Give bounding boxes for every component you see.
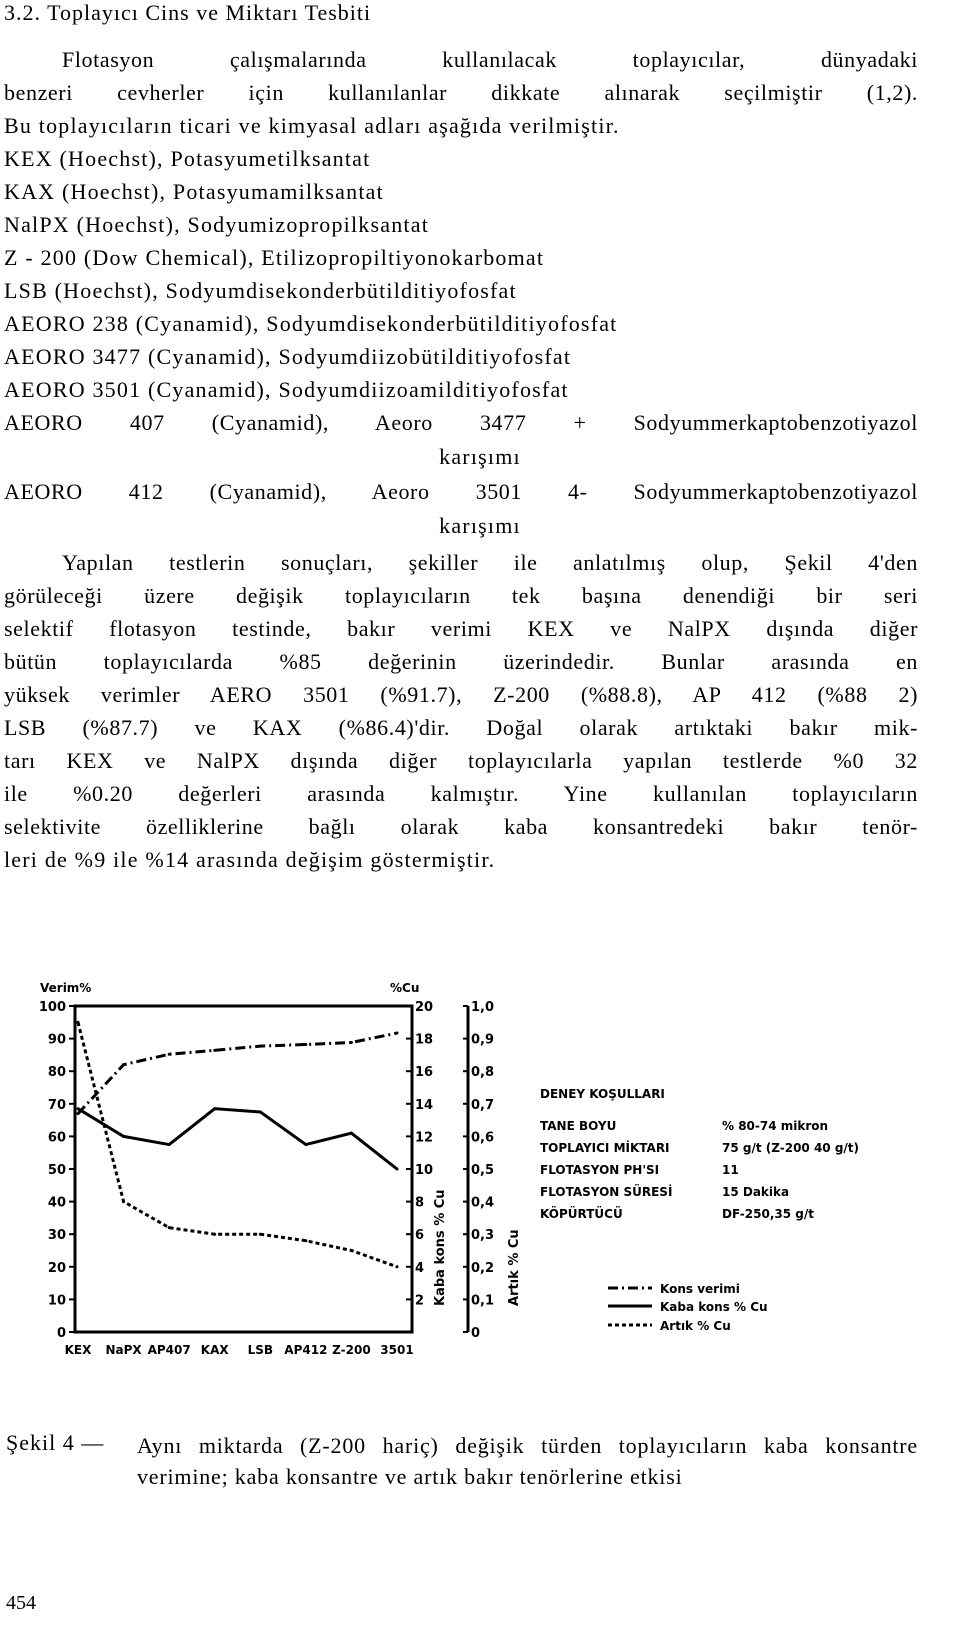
series-point: [122, 1200, 125, 1203]
condition-name: TOPLAYICI MİKTARI: [540, 1141, 670, 1155]
category-label: 3501: [380, 1343, 414, 1357]
right-axis-tick-label: 0,8: [471, 1065, 495, 1081]
left-axis-tick-label: 50: [47, 1163, 66, 1178]
left-axis-tick-label: 100: [38, 1000, 66, 1015]
category-label: KEX: [64, 1343, 92, 1357]
series-point: [396, 1265, 399, 1268]
left-axis-label: Verim%: [40, 981, 92, 995]
condition-name: KÖPÜRTÜCÜ: [540, 1207, 623, 1221]
caption-label: Şekil 4 —: [6, 1430, 105, 1455]
right-axis-tick-label: 0,2: [471, 1260, 495, 1276]
category-label: AP407: [147, 1343, 191, 1357]
series-point: [213, 1107, 216, 1110]
middle-axis-tick-label: 2: [415, 1293, 425, 1309]
middle-axis-tick-label: 18: [415, 1032, 434, 1048]
left-axis-tick-label: 60: [47, 1130, 66, 1146]
legend-label: Artık % Cu: [660, 1319, 731, 1333]
series-point: [213, 1233, 216, 1236]
series-point: [77, 1021, 80, 1024]
left-axis-tick-label: 30: [47, 1228, 66, 1244]
series-point: [259, 1045, 262, 1048]
middle-axis-tick-label: 20: [415, 1000, 434, 1015]
middle-axis-title: Kaba kons % Cu: [433, 1189, 448, 1306]
results-line-6: LSB (%87.7) ve KAX (%86.4)'dir. Doğal olarak artıktaki bakır mik-: [4, 715, 918, 740]
left-axis-tick-label: 70: [47, 1097, 66, 1113]
series-point: [396, 1032, 399, 1035]
left-axis-tick-label: 20: [47, 1260, 66, 1276]
left-axis-tick-label: 90: [47, 1032, 66, 1048]
intro-line-3: Bu toplayıcıların ticari ve kimyasal adları aşağıda verilmiştir.: [4, 113, 620, 138]
results-line-10: leri de %9 ile %14 arasında değişim göstermiştir.: [4, 847, 496, 872]
right-axis-tick-label: 0,6: [471, 1130, 495, 1146]
series-point: [168, 1226, 171, 1229]
right-axis-tick-label: 1,0: [471, 1000, 495, 1015]
collector-aero3477: AEORO 3477 (Cyanamid), Sodyumdiizobütilditiyofosfat: [4, 344, 572, 369]
right-axis-tick-label: 0,3: [471, 1228, 495, 1244]
collector-aero407: AEORO 407 (Cyanamid), Aeoro 3477 + Sodyummerkaptobenzotiyazol: [4, 410, 918, 435]
series-point: [350, 1041, 353, 1044]
condition-value: 75 g/t (Z-200 40 g/t): [722, 1141, 860, 1155]
category-label: Z-200: [332, 1343, 371, 1357]
left-axis-tick-label: 40: [47, 1195, 66, 1211]
left-axis-tick-label: 0: [56, 1326, 66, 1341]
intro-line-2: benzeri cevherler için kullanılanlar dikkate alınarak seçilmiştir (1,2).: [4, 80, 918, 105]
right-axis-tick-label: 0,5: [471, 1163, 495, 1178]
series-point: [304, 1043, 307, 1046]
series-point: [77, 1112, 80, 1115]
series-line: [78, 1033, 397, 1114]
series-point: [396, 1168, 399, 1171]
right-axis-title: Artık % Cu: [507, 1229, 522, 1306]
collector-z200: Z - 200 (Dow Chemical), Etilizopropiltiyonokarbomat: [4, 245, 545, 270]
condition-value: DF-250,35 g/t: [722, 1207, 814, 1221]
right-axis-tick-label: 0,7: [471, 1097, 495, 1113]
condition-value: % 80-74 mikron: [722, 1119, 829, 1133]
right-axis-tick-label: 0,9: [471, 1032, 495, 1048]
middle-axis-tick-label: 10: [415, 1163, 434, 1178]
figure-4-chart: [0, 960, 960, 1380]
intro-line-1: Flotasyon çalışmalarında kullanılacak toplayıcılar, dünyadaki: [62, 47, 918, 72]
middle-axis-tick-label: 6: [415, 1228, 425, 1244]
caption-text: Aynı miktarda (Z-200 hariç) değişik türden toplayıcıların kaba konsantre verimine; kaba konsantre ve artık bakır tenörlerine etkisi: [137, 1433, 918, 1489]
legend-label: Kaba kons % Cu: [660, 1300, 768, 1314]
collector-aero407-cont: karışımı: [439, 444, 521, 469]
series-point: [122, 1063, 125, 1066]
condition-value: 15 Dakika: [722, 1185, 790, 1199]
series-point: [350, 1249, 353, 1252]
series-point: [304, 1143, 307, 1146]
middle-axis-tick-label: 4: [415, 1260, 425, 1276]
collector-aero412-cont: karışımı: [439, 513, 521, 538]
left-axis-tick-label: 10: [47, 1293, 66, 1309]
results-line-4: bütün toplayıcılarda %85 değerinin üzerindedir. Bunlar arasında en: [4, 649, 918, 674]
series-point: [168, 1053, 171, 1056]
page-number: 454: [6, 1592, 36, 1614]
series-point: [259, 1233, 262, 1236]
middle-axis-tick-label: 16: [415, 1065, 434, 1081]
series-point: [122, 1135, 125, 1138]
condition-name: FLOTASYON SÜRESİ: [540, 1185, 673, 1199]
series-point: [77, 1107, 80, 1110]
results-line-1: Yapılan testlerin sonuçları, şekiller ile anlatılmış olup, Şekil 4'den: [62, 550, 918, 575]
category-label: KAX: [200, 1343, 229, 1357]
series-point: [350, 1132, 353, 1135]
results-line-8: ile %0.20 değerleri arasında kalmıştır. Yine kullanılan toplayıcıların: [4, 781, 918, 806]
right-axis-tick-label: 0,1: [471, 1293, 495, 1309]
category-label: AP412: [284, 1343, 328, 1357]
middle-axis-tick-label: 12: [415, 1130, 434, 1146]
series-point: [304, 1239, 307, 1242]
middle-axis-label: %Cu: [390, 981, 420, 995]
results-line-9: selektivite özelliklerine bağlı olarak kaba konsantredeki bakır tenör-: [4, 814, 918, 839]
right-axis-tick-label: 0: [471, 1326, 481, 1341]
right-axis-tick-label: 0,4: [471, 1195, 495, 1211]
condition-value: 11: [722, 1163, 739, 1177]
results-line-3: selektif flotasyon testinde, bakır verimi KEX ve NalPX dışında diğer: [4, 616, 918, 641]
series-line: [78, 1109, 397, 1169]
results-line-5: yüksek verimler AERO 3501 (%91.7), Z-200 (%88.8), AP 412 (%88 2): [4, 682, 918, 707]
conditions-title: DENEY KOŞULLARI: [540, 1087, 665, 1101]
series-point: [168, 1143, 171, 1146]
middle-axis-tick-label: 8: [415, 1195, 425, 1211]
collector-lsb: LSB (Hoechst), Sodyumdisekonderbütilditiyofosfat: [4, 278, 517, 303]
collector-kax: KAX (Hoechst), Potasyumamilksantat: [4, 179, 384, 204]
category-label: NaPX: [105, 1343, 142, 1357]
results-line-2: görüleceği üzere değişik toplayıcıların tek başına denendiği bir seri: [4, 583, 918, 608]
series-point: [259, 1110, 262, 1113]
results-line-7: tarı KEX ve NalPX dışında diğer toplayıcılarla yapılan testlerde %0 32: [4, 748, 918, 773]
collector-aero3501: AEORO 3501 (Cyanamid), Sodyumdiizoamilditiyofosfat: [4, 377, 569, 402]
category-label: LSB: [247, 1343, 274, 1357]
left-axis-tick-label: 80: [47, 1065, 66, 1081]
collector-nalpx: NalPX (Hoechst), Sodyumizopropilksantat: [4, 212, 430, 237]
legend-label: Kons verimi: [660, 1282, 740, 1296]
section-heading: 3.2. Toplayıcı Cins ve Miktarı Tesbiti: [4, 0, 372, 25]
collector-aero412: AEORO 412 (Cyanamid), Aeoro 3501 4- Sodyummerkaptobenzotiyazol: [4, 479, 918, 504]
middle-axis-tick-label: 14: [415, 1097, 434, 1113]
plot-frame: [75, 1006, 412, 1332]
collector-aero238: AEORO 238 (Cyanamid), Sodyumdisekonderbütilditiyofosfat: [4, 311, 618, 336]
collector-kex: KEX (Hoechst), Potasyumetilksantat: [4, 146, 371, 171]
series-point: [213, 1049, 216, 1052]
condition-name: TANE BOYU: [540, 1119, 617, 1133]
series-line: [78, 1022, 397, 1267]
condition-name: FLOTASYON PH'SI: [540, 1163, 660, 1177]
